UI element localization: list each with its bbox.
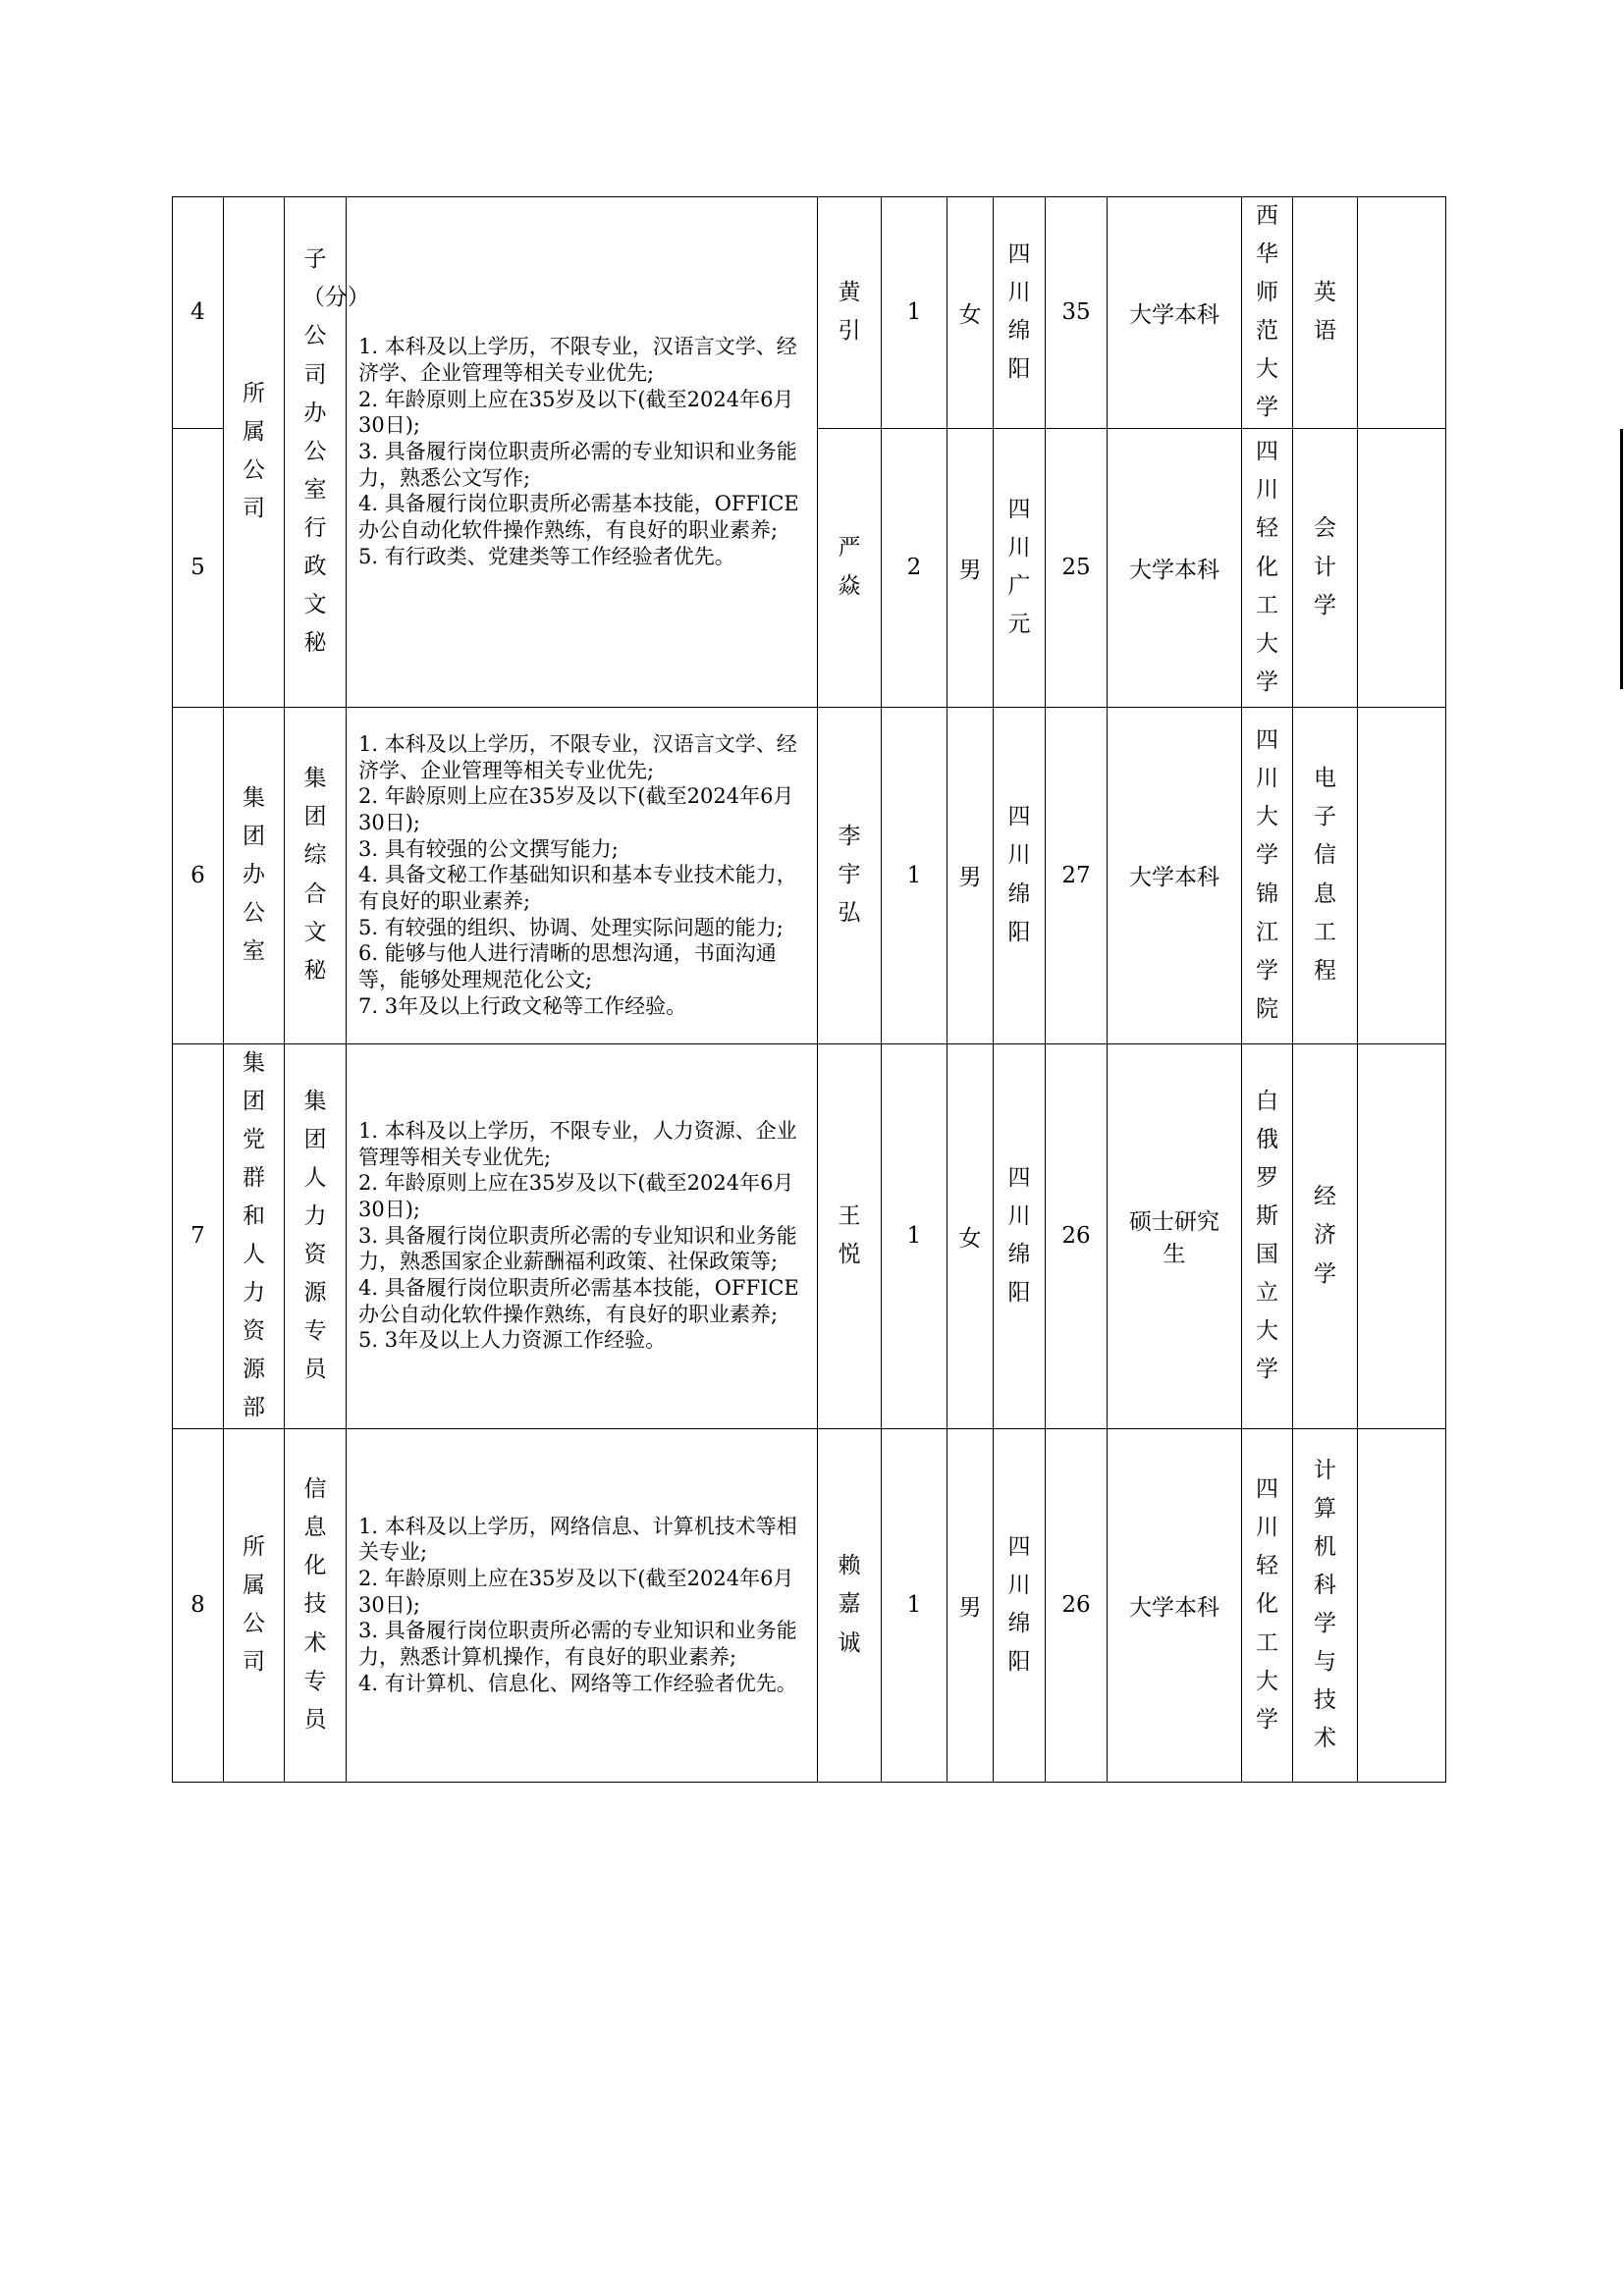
origin-cell: 四川绵阳 — [994, 1043, 1046, 1428]
major-cell: 经济学 — [1293, 1043, 1358, 1428]
requirements-cell: 1. 本科及以上学历，网络信息、计算机技术等相关专业; 2. 年龄原则上应在35岁及以下(截至2024年6月30日); 3. 具备履行岗位职责所必需的专业知识和业务能力，熟悉计算机操作，有良好的职业素养; 4. 有计算机、信息化、网络等工作经验者优先。 — [347, 1428, 818, 1782]
gender-cell: 女 — [947, 1043, 994, 1428]
position-cell: 集团人力资源专员 — [285, 1043, 347, 1428]
table-row — [173, 1043, 1446, 1428]
row-number: 7 — [173, 1043, 224, 1428]
major-cell: 英语 — [1293, 197, 1358, 429]
requirements-cell: 1. 本科及以上学历，不限专业，汉语言文学、经济学、企业管理等相关专业优先; 2. 年龄原则上应在35岁及以下(截至2024年6月30日); 3. 具备履行岗位职责所必需的专业知识和业务能力，熟悉公文写作; 4. 具备履行岗位职责所必需基本技能，OFFICE办公自动化软件操作熟练，有良好的职业素养; 5. 有行政类、党建类等工作经验者优先。 — [347, 197, 818, 708]
rank-cell: 1 — [882, 1428, 947, 1782]
education-cell: 大学本科 — [1108, 1428, 1242, 1782]
name-cell: 赖嘉诚 — [818, 1428, 882, 1782]
department-cell: 集团党群和人力资源部 — [224, 1043, 285, 1428]
note-cell — [1358, 197, 1446, 429]
rank-cell: 2 — [882, 428, 947, 707]
requirements-cell: 1. 本科及以上学历，不限专业，人力资源、企业管理等相关专业优先; 2. 年龄原则上应在35岁及以下(截至2024年6月30日); 3. 具备履行岗位职责所必需的专业知识和业务能力，熟悉国家企业薪酬福利政策、社保政策等; 4. 具备履行岗位职责所必需基本技能，OFFICE办公自动化软件操作熟练，有良好的职业素养; 5. 3年及以上人力资源工作经验。 — [347, 1043, 818, 1428]
position-cell: 集团综合文秘 — [285, 707, 347, 1043]
school-cell: 四川轻化工大学 — [1242, 1428, 1293, 1782]
department-cell: 集团办公室 — [224, 707, 285, 1043]
position-cell: 子（分）公司办公室行政文秘 — [285, 197, 347, 708]
table-row — [173, 197, 1446, 429]
education-cell: 硕士研究生 — [1108, 1043, 1242, 1428]
rank-cell: 1 — [882, 197, 947, 429]
department-cell: 所属公司 — [224, 1428, 285, 1782]
gender-cell: 男 — [947, 707, 994, 1043]
school-cell: 四川大学锦江学院 — [1242, 707, 1293, 1043]
page-edge-divider — [1620, 429, 1623, 689]
education-cell: 大学本科 — [1108, 197, 1242, 429]
rank-cell: 1 — [882, 707, 947, 1043]
gender-cell: 男 — [947, 1428, 994, 1782]
name-cell: 李宇弘 — [818, 707, 882, 1043]
note-cell — [1358, 1043, 1446, 1428]
age-cell: 26 — [1046, 1428, 1108, 1782]
note-cell — [1358, 1428, 1446, 1782]
name-cell: 王悦 — [818, 1043, 882, 1428]
row-number: 6 — [173, 707, 224, 1043]
major-cell: 计算机科学与技术 — [1293, 1428, 1358, 1782]
major-cell: 会计学 — [1293, 428, 1358, 707]
age-cell: 35 — [1046, 197, 1108, 429]
row-number: 4 — [173, 197, 224, 429]
department-cell: 所属公司 — [224, 197, 285, 708]
education-cell: 大学本科 — [1108, 428, 1242, 707]
gender-cell: 女 — [947, 197, 994, 429]
age-cell: 25 — [1046, 428, 1108, 707]
origin-cell: 四川绵阳 — [994, 197, 1046, 429]
row-number: 5 — [173, 428, 224, 707]
gender-cell: 男 — [947, 428, 994, 707]
candidate-table — [172, 196, 1446, 1783]
major-cell: 电子信息工程 — [1293, 707, 1358, 1043]
table-row — [173, 1428, 1446, 1782]
origin-cell: 四川绵阳 — [994, 707, 1046, 1043]
row-number: 8 — [173, 1428, 224, 1782]
requirements-cell: 1. 本科及以上学历，不限专业，汉语言文学、经济学、企业管理等相关专业优先; 2. 年龄原则上应在35岁及以下(截至2024年6月30日); 3. 具有较强的公文撰写能力; 4. 具备文秘工作基础知识和基本专业技术能力，有良好的职业素养; 5. 有较强的组织、协调、处理实际问题的能力; 6. 能够与他人进行清晰的思想沟通，书面沟通等，能够处理规范化公文; 7. 3年及以上行政文秘等工作经验。 — [347, 707, 818, 1043]
note-cell — [1358, 707, 1446, 1043]
name-cell: 黄引 — [818, 197, 882, 429]
age-cell: 26 — [1046, 1043, 1108, 1428]
age-cell: 27 — [1046, 707, 1108, 1043]
rank-cell: 1 — [882, 1043, 947, 1428]
school-cell: 白俄罗斯国立大学 — [1242, 1043, 1293, 1428]
origin-cell: 四川绵阳 — [994, 1428, 1046, 1782]
table-row — [173, 707, 1446, 1043]
position-cell: 信息化技术专员 — [285, 1428, 347, 1782]
school-cell: 四川轻化工大学 — [1242, 428, 1293, 707]
note-cell — [1358, 428, 1446, 707]
origin-cell: 四川广元 — [994, 428, 1046, 707]
education-cell: 大学本科 — [1108, 707, 1242, 1043]
name-cell: 严焱 — [818, 428, 882, 707]
school-cell: 西华师范大学 — [1242, 197, 1293, 429]
